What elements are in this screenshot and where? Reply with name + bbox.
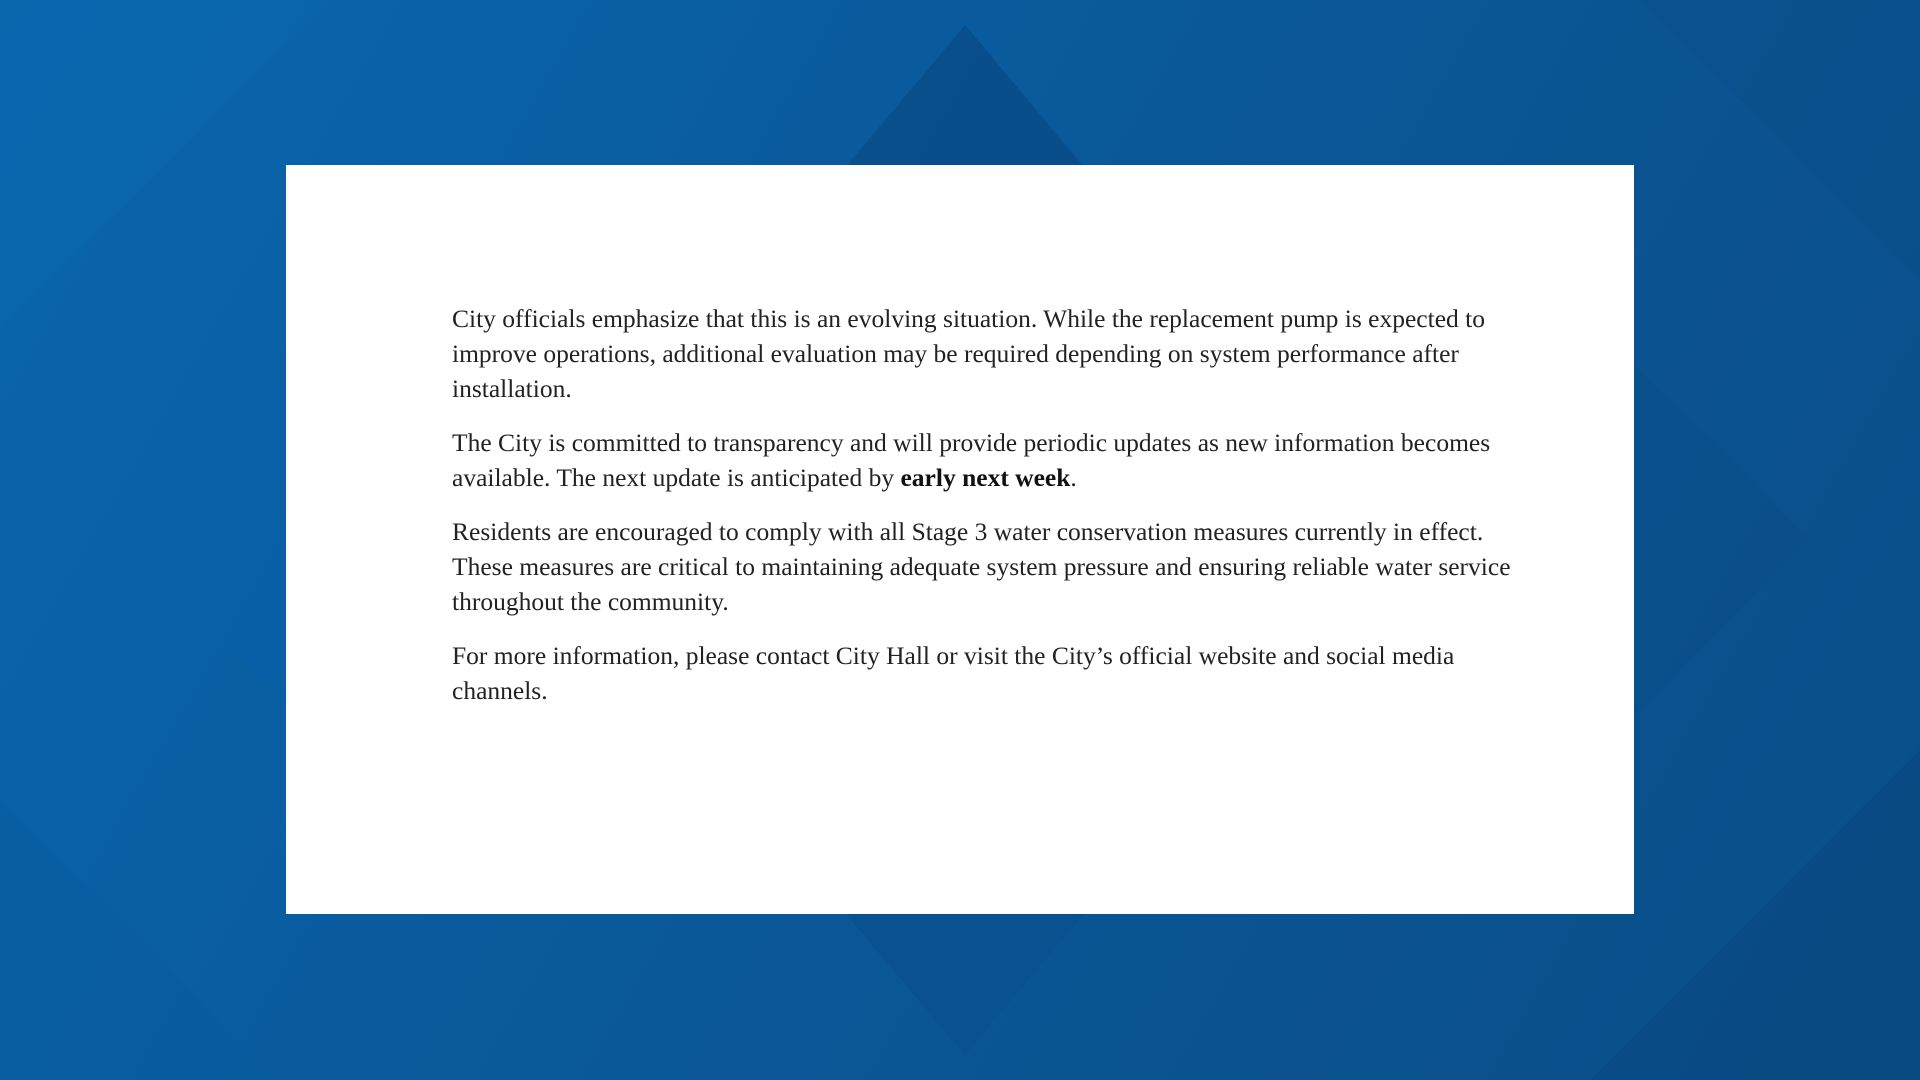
paragraph-1: City officials emphasize that this is an evolving situation. While the replacement pump is expected to improve operations, additional evaluation may be required depending on system performance after installation. (452, 304, 1485, 403)
document-page (286, 165, 1634, 914)
paragraph-3: Residents are encouraged to comply with all Stage 3 water conservation measures currently in effect. These measures are critical to maintaining adequate system pressure and ensuring reliable water service throughout the community. (452, 517, 1511, 616)
paragraph-4: For more information, please contact City Hall or visit the City’s official website and social media channels. (452, 641, 1455, 705)
paragraph-2 (452, 425, 1512, 495)
paragraph-2-end: . (1070, 463, 1077, 492)
paragraph-2-text: The City is committed to transparency and will provide periodic updates as new information becomes available. The next update is anticipated by (452, 428, 1491, 492)
paragraph-2-bold: early next week (900, 463, 1071, 492)
document-body (452, 301, 1512, 727)
